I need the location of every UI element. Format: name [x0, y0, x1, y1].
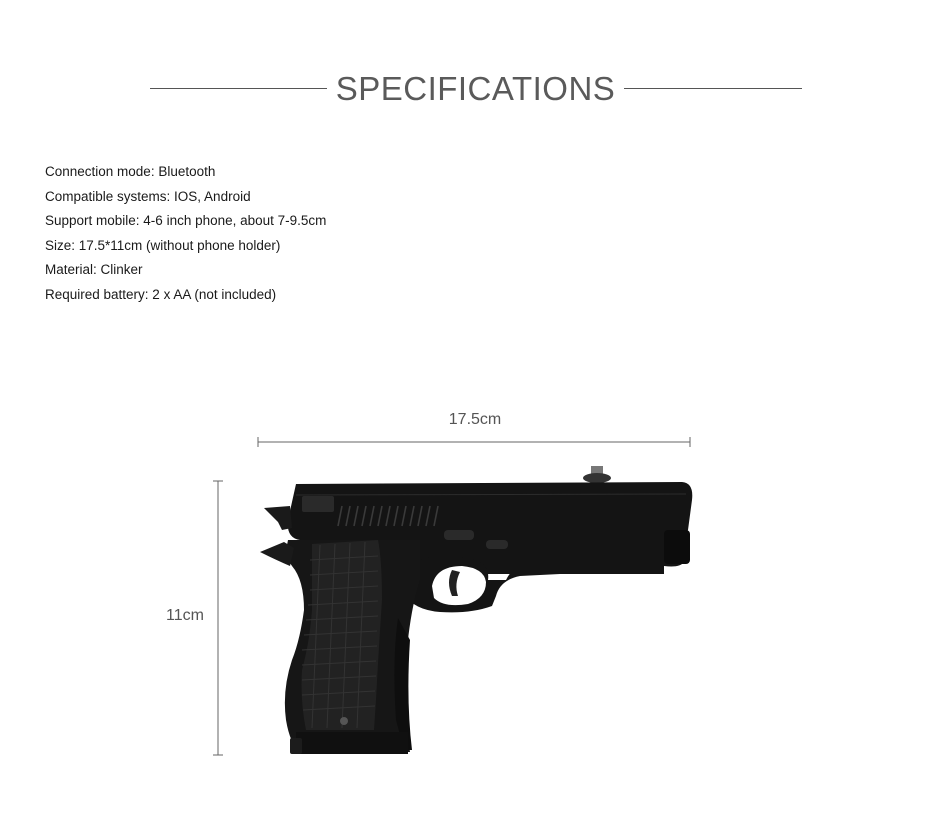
pistol-hammer [264, 506, 292, 530]
spec-item: Support mobile: 4-6 inch phone, about 7-9.5cm [45, 213, 327, 229]
spec-item: Required battery: 2 x AA (not included) [45, 286, 277, 302]
width-dimension-label: 17.5cm [448, 411, 502, 428]
height-dimension-label: 11cm [166, 607, 204, 624]
spec-item: Size: 17.5*11cm (without phone holder) [45, 237, 281, 253]
spec-item: Material: Clinker [45, 262, 143, 278]
width-dimension-line [258, 437, 690, 447]
spec-item: Compatible systems: IOS, Android [45, 188, 251, 204]
phone-holder-screw [583, 466, 611, 483]
pistol-controller-image [260, 466, 692, 754]
section-title: SPECIFICATIONS [335, 70, 616, 107]
spec-item: Connection mode: Bluetooth [45, 164, 216, 179]
